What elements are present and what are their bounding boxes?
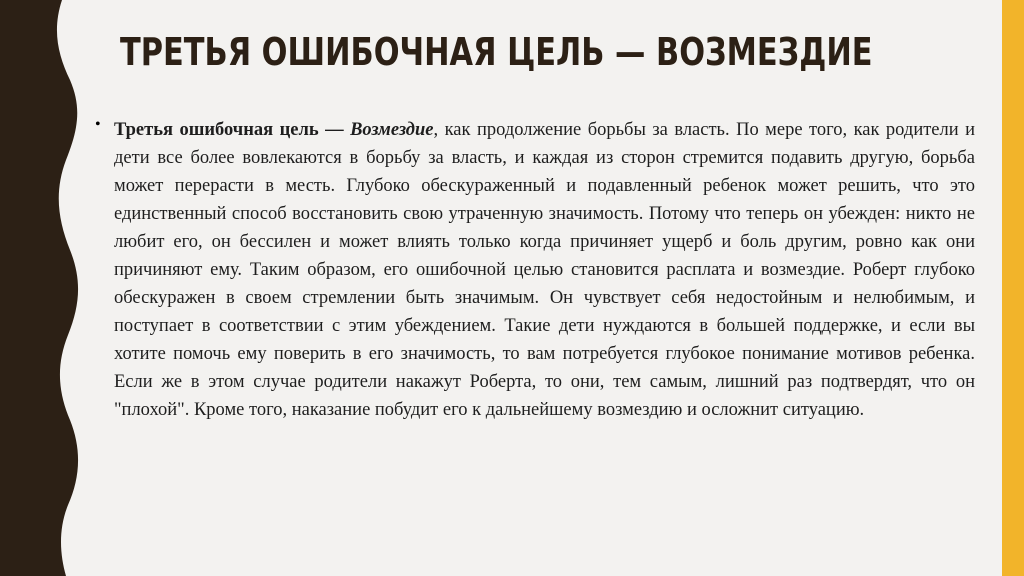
bullet-marker: •: [95, 116, 101, 133]
bullet-body-text: , как продолжение борьбы за власть. По мере того, как родители и дети все более вовлекаются в борьбу за власть, и каждая из сторон стремится подавить другую, борьба может перерасти в месть. Глубоко обескураженный и подавленный ребенок может решить, что это единственный способ восстановить свою утраченную значимость. Потому что теперь он убежден: никто не любит его, он бессилен и может влиять только когда причиняет ущерб и боль другим, ровно как они причиняют ему. Таким образом, его ошибочной целью становится расплата и возмездие. Роберт глубоко обескуражен в своем стремлении быть значимым. Он чувствует себя недостойным и нелюбимым, и поступает в соответствии с этим убеждением. Такие дети нуждаются в большей поддержке, и если вы хотите помочь ему поверить в его значимость, то вам потребуется глубокое понимание мотивов ребенка. Если же в этом случае родители накажут Роберта, то они, тем самым, лишний раз подтвердят, что он "плохой". Кроме того, наказание побудит его к дальнейшему возмездию и осложнит ситуацию.: [114, 120, 976, 420]
slide-content: [95, 116, 975, 424]
bullet-lead-emphasis: Возмездие: [350, 120, 434, 140]
bullet-paragraph: [114, 116, 975, 424]
accent-stripe: [1002, 0, 1024, 576]
bullet-lead-text: Третья ошибочная цель —: [114, 120, 344, 140]
decorative-wavy-band: [0, 0, 90, 576]
bullet-lead: [114, 120, 433, 140]
slide-title: ТРЕТЬЯ ОШИБОЧНАЯ ЦЕЛЬ — ВОЗМЕЗДИЕ: [120, 30, 873, 74]
